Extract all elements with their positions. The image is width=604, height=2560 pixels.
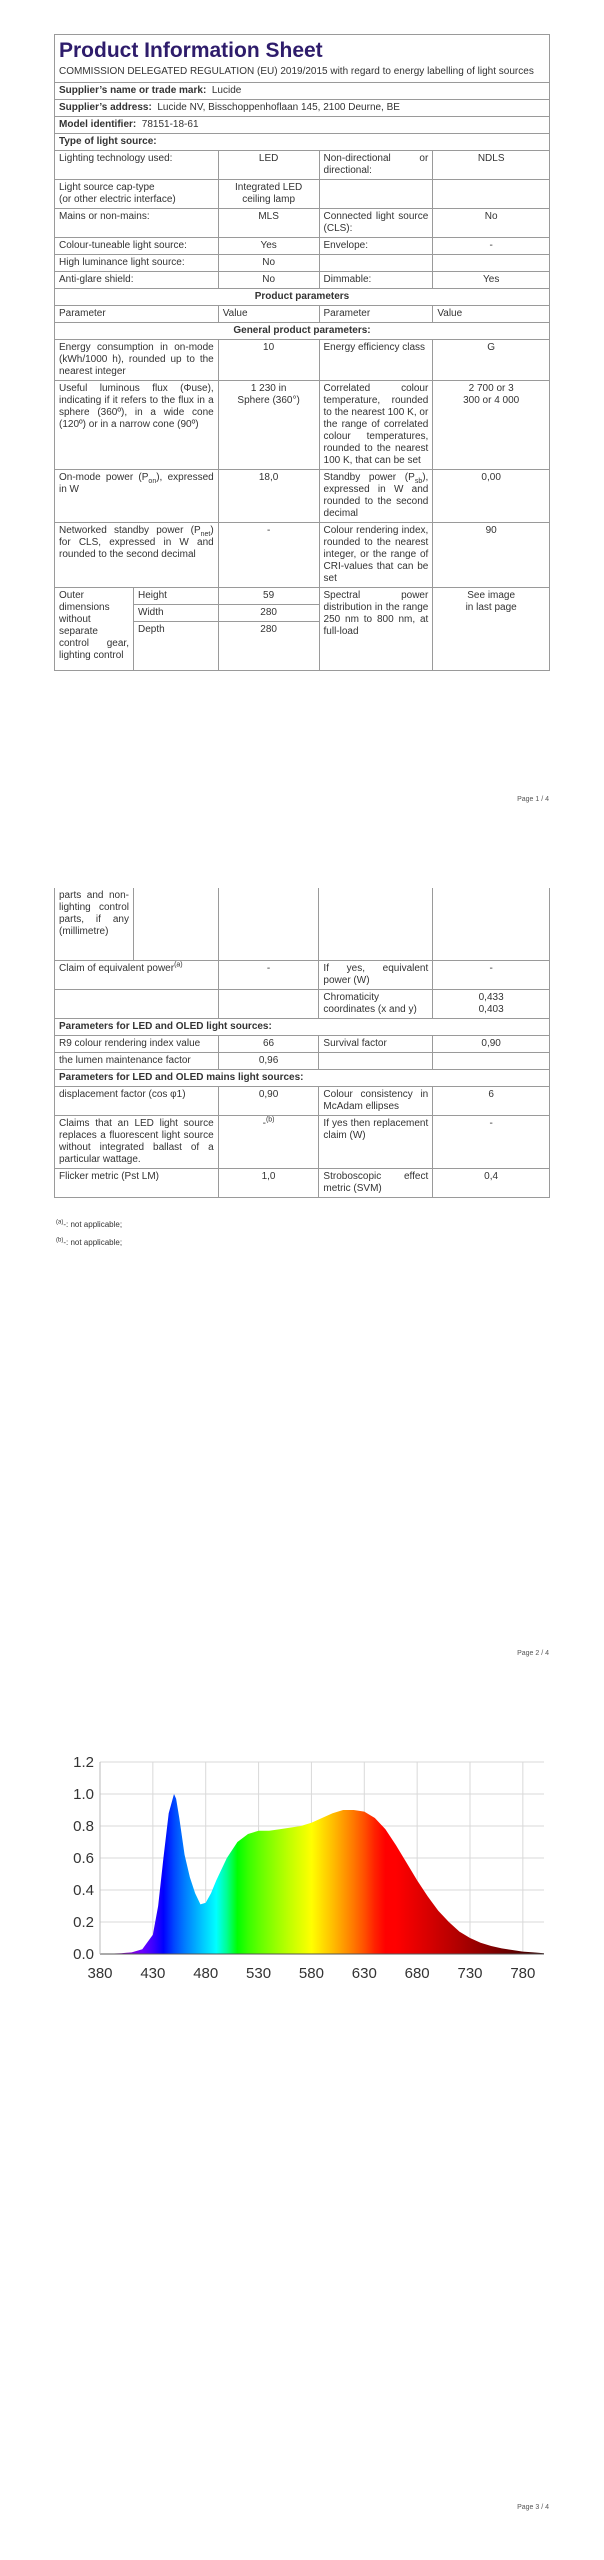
survival-value: 0,90: [433, 1036, 550, 1053]
dimmable-value: Yes: [433, 272, 550, 289]
empty-cell: [218, 990, 319, 1019]
x-tick-label: 780: [510, 1965, 536, 1982]
cct-value-line-1: 2 700 or 3: [468, 383, 514, 394]
supplier-value: Lucide: [211, 85, 242, 96]
width-label: Width: [134, 605, 218, 622]
lighting-tech-value: LED: [218, 151, 319, 180]
footnote-b-mark: (b): [56, 1237, 64, 1244]
cap-type-value-line-1: Integrated LED: [234, 182, 303, 193]
displacement-label: displacement factor (cos φ1): [55, 1087, 219, 1116]
x-tick-label: 730: [457, 1965, 483, 1982]
on-mode-power-label-text: On-mode power (P: [59, 472, 149, 483]
title-cell: [55, 35, 550, 83]
mains-value: MLS: [218, 209, 319, 238]
luminous-flux-value-line-1: 1 230 in: [250, 383, 287, 394]
anti-glare-label: Anti-glare shield:: [55, 272, 219, 289]
document-subtitle: COMMISSION DELEGATED REGULATION (EU) 2019/2015 with regard to energy labelling of light sources: [59, 66, 534, 77]
outer-dimensions-cont-label: parts and non-lighting control parts, if any (millimetre): [55, 888, 134, 960]
equiv-power-w-value: -: [433, 961, 550, 990]
general-params-heading: General product parameters:: [55, 323, 550, 340]
x-tick-labels: [87, 1965, 535, 1982]
y-tick-label: 0.0: [73, 1946, 94, 1963]
x-tick-label: 630: [351, 1965, 377, 1982]
height-value: 59: [219, 588, 319, 605]
empty-cell: [218, 888, 319, 961]
product-info-table-page-1: [54, 34, 550, 671]
efficiency-class-label: Energy efficiency class: [319, 340, 433, 381]
networked-standby-value: -: [218, 523, 319, 588]
height-label: Height: [134, 588, 218, 605]
fluorescent-claim-value: [218, 1116, 319, 1169]
footnote-b-text: -: not applicable;: [63, 1238, 123, 1247]
address-value: Lucide NV, Bisschoppenhoflaan 145, 2100 Deurne, BE: [157, 102, 400, 113]
standby-power-label-text: Standby power (P: [323, 472, 415, 483]
networked-standby-subscript: net: [200, 531, 211, 538]
outer-dimensions-inner: [55, 588, 218, 670]
on-mode-power-subscript: on: [148, 478, 157, 485]
luminous-flux-label: Useful luminous flux (Φuse), indicating if it refers to the flux in a sphere (360º), in a wide cone (120º) or in a narrow cone (90º): [55, 381, 219, 470]
standby-power-subscript: sb: [414, 478, 423, 485]
non-directional-value: NDLS: [433, 151, 550, 180]
y-tick-label: 0.4: [73, 1882, 94, 1899]
col-value-header: Value: [433, 306, 550, 323]
col-parameter-header: Parameter: [319, 306, 433, 323]
page-number: Page 1 / 4: [517, 796, 549, 803]
on-mode-power-value: 18,0: [218, 470, 319, 523]
col-value-header: Value: [218, 306, 319, 323]
footnote-a: [56, 1220, 122, 1229]
fluorescent-claim-label: Claims that an LED light source replaces a fluorescent light source without integrated ballast of a particular wattage.: [55, 1116, 219, 1169]
cap-type-label-line-1: Light source cap-type: [59, 182, 155, 193]
chromaticity-value: [433, 990, 550, 1019]
address-row: [55, 100, 550, 117]
type-heading: Type of light source:: [55, 134, 550, 151]
high-luminance-value: No: [218, 255, 319, 272]
equiv-power-w-label: If yes, equivalent power (W): [319, 961, 433, 990]
empty-cell: [433, 255, 550, 272]
x-tick-label: 480: [193, 1965, 219, 1982]
mains-label: Mains or non-mains:: [55, 209, 219, 238]
energy-consumption-label: Energy consumption in on-mode (kWh/1000 h), rounded up to the nearest integer: [55, 340, 219, 381]
width-value: 280: [219, 605, 319, 622]
footnote-b: [56, 1238, 122, 1247]
footnote-a-mark: (a): [56, 1219, 64, 1226]
page-number: Page 3 / 4: [517, 2504, 549, 2511]
colour-consistency-label: Colour consistency in McAdam ellipses: [319, 1087, 433, 1116]
outer-dimensions-cont-cell: [55, 888, 219, 961]
dimmable-label: Dimmable:: [319, 272, 433, 289]
document-title: Product Information Sheet: [59, 39, 323, 62]
footnote-a-text: -: not applicable;: [63, 1220, 123, 1229]
empty-cell: [319, 180, 433, 209]
flicker-label: Flicker metric (Pst LM): [55, 1169, 219, 1198]
cap-type-label-line-2: (or other electric interface): [59, 194, 176, 205]
spectral-label: Spectral power distribution in the range 250 nm to 800 nm, at full-load: [319, 588, 433, 671]
fluorescent-footnote-mark: (b): [265, 1116, 275, 1124]
displacement-value: 0,90: [218, 1087, 319, 1116]
x-tick-label: 580: [298, 1965, 324, 1982]
standby-power-label: [319, 470, 433, 523]
led-mains-params-heading: Parameters for LED and OLED mains light sources:: [55, 1070, 550, 1087]
r9-label: R9 colour rendering index value: [55, 1036, 219, 1053]
led-params-heading: Parameters for LED and OLED light sources:: [55, 1019, 550, 1036]
networked-standby-label: [55, 523, 219, 588]
y-tick-label: 0.8: [73, 1818, 94, 1835]
empty-cell: [433, 180, 550, 209]
empty-cell: [319, 888, 433, 961]
model-row: [55, 117, 550, 134]
page-1: [0, 0, 604, 826]
replacement-claim-label: If yes then replacement claim (W): [319, 1116, 433, 1169]
survival-label: Survival factor: [319, 1036, 433, 1053]
y-tick-label: 0.6: [73, 1850, 94, 1867]
x-tick-label: 680: [404, 1965, 430, 1982]
flicker-value: 1,0: [218, 1169, 319, 1198]
y-tick-label: 1.2: [73, 1754, 94, 1771]
model-label: Model identifier:: [59, 119, 137, 130]
chromaticity-y: 0,403: [478, 1004, 504, 1015]
colour-tuneable-value: Yes: [218, 238, 319, 255]
equiv-power-footnote-mark: (a): [174, 961, 183, 969]
outer-dimensions-cell: [55, 588, 219, 671]
empty-cell: [55, 990, 219, 1019]
stroboscopic-value: 0,4: [433, 1169, 550, 1198]
outer-dimensions-values: [218, 588, 319, 671]
efficiency-class-value: G: [433, 340, 550, 381]
cap-type-value-line-2: ceiling lamp: [242, 194, 296, 205]
empty-cell: [433, 1053, 550, 1070]
anti-glare-value: No: [218, 272, 319, 289]
cct-value: [433, 381, 550, 470]
x-tick-label: 430: [140, 1965, 166, 1982]
chromaticity-label: Chromaticity coordinates (x and y): [319, 990, 433, 1019]
replacement-claim-value: -: [433, 1116, 550, 1169]
equiv-power-label: [55, 961, 219, 990]
address-label: Supplier’s address:: [59, 102, 152, 113]
model-value: 78151-18-61: [141, 119, 199, 130]
fluorescent-claim-value-text: -: [262, 1118, 266, 1129]
cct-value-line-2: 300 or 4 000: [463, 395, 520, 406]
non-directional-label: Non-directional or directional:: [319, 151, 433, 180]
empty-cell: [319, 1053, 433, 1070]
luminous-flux-value: [218, 381, 319, 470]
y-tick-label: 1.0: [73, 1786, 94, 1803]
empty-cell: [134, 888, 218, 960]
envelope-label: Envelope:: [319, 238, 433, 255]
spectral-value-line-1: See image: [467, 590, 516, 601]
on-mode-power-label: [55, 470, 219, 523]
stroboscopic-label: Stroboscopic effect metric (SVM): [319, 1169, 433, 1198]
outer-dimensions-label: Outer dimensions without separate control gear, lighting control: [55, 588, 134, 670]
cap-type-value: [218, 180, 319, 209]
empty-cell: [433, 888, 550, 961]
cap-type-label: [55, 180, 219, 209]
standby-power-value: 0,00: [433, 470, 550, 523]
cri-label: Colour rendering index, rounded to the nearest integer, or the range of CRI-values that can be set: [319, 523, 433, 588]
supplier-row: [55, 83, 550, 100]
lighting-tech-label: Lighting technology used:: [55, 151, 219, 180]
connected-value: No: [433, 209, 550, 238]
depth-label: Depth: [138, 624, 165, 635]
spectral-value: [433, 588, 550, 671]
spectral-value-line-2: in last page: [465, 602, 517, 613]
colour-tuneable-label: Colour-tuneable light source:: [55, 238, 219, 255]
spectral-power-distribution-chart: [54, 1750, 554, 1990]
standby-power-label-text-end: ), expressed in W and rounded to the second decimal: [323, 472, 429, 519]
networked-standby-label-text: Networked standby power (P: [59, 525, 201, 536]
networked-standby-label-text-end: ) for CLS, expressed in W and rounded to the second decimal: [59, 525, 214, 560]
product-info-table-page-2: [54, 888, 550, 1198]
luminous-flux-value-line-2: Sphere (360°): [237, 395, 300, 406]
page-2: [0, 862, 604, 1688]
r9-value: 66: [218, 1036, 319, 1053]
chromaticity-x: 0,433: [478, 992, 504, 1003]
supplier-label: Supplier’s name or trade mark:: [59, 85, 207, 96]
colour-consistency-value: 6: [433, 1087, 550, 1116]
lumen-maintenance-label: the lumen maintenance factor: [55, 1053, 219, 1070]
product-params-heading: Product parameters: [55, 289, 550, 306]
envelope-value: -: [433, 238, 550, 255]
y-tick-label: 0.2: [73, 1914, 94, 1931]
x-tick-label: 530: [246, 1965, 272, 1982]
high-luminance-label: High luminance light source:: [55, 255, 219, 272]
cct-label: Correlated colour temperature, rounded to the nearest 100 K, or the range of correlated colour temperatures, rounded to the nearest 100 K, that can be set: [319, 381, 433, 470]
outer-dimensions-cont-inner: [55, 888, 218, 960]
equiv-power-value: -: [218, 961, 319, 990]
connected-label: Connected light source (CLS):: [319, 209, 433, 238]
on-mode-power-label-text-end: ), expressed in W: [59, 472, 214, 495]
page-number: Page 2 / 4: [517, 1650, 549, 1657]
y-tick-labels: [73, 1754, 94, 1963]
empty-cell: [319, 255, 433, 272]
col-parameter-header: Parameter: [55, 306, 219, 323]
x-tick-label: 380: [87, 1965, 113, 1982]
equiv-power-label-text: Claim of equivalent power: [59, 963, 175, 974]
lumen-maintenance-value: 0,96: [218, 1053, 319, 1070]
energy-consumption-value: 10: [218, 340, 319, 381]
cri-value: 90: [433, 523, 550, 588]
depth-value: 280: [260, 624, 277, 635]
